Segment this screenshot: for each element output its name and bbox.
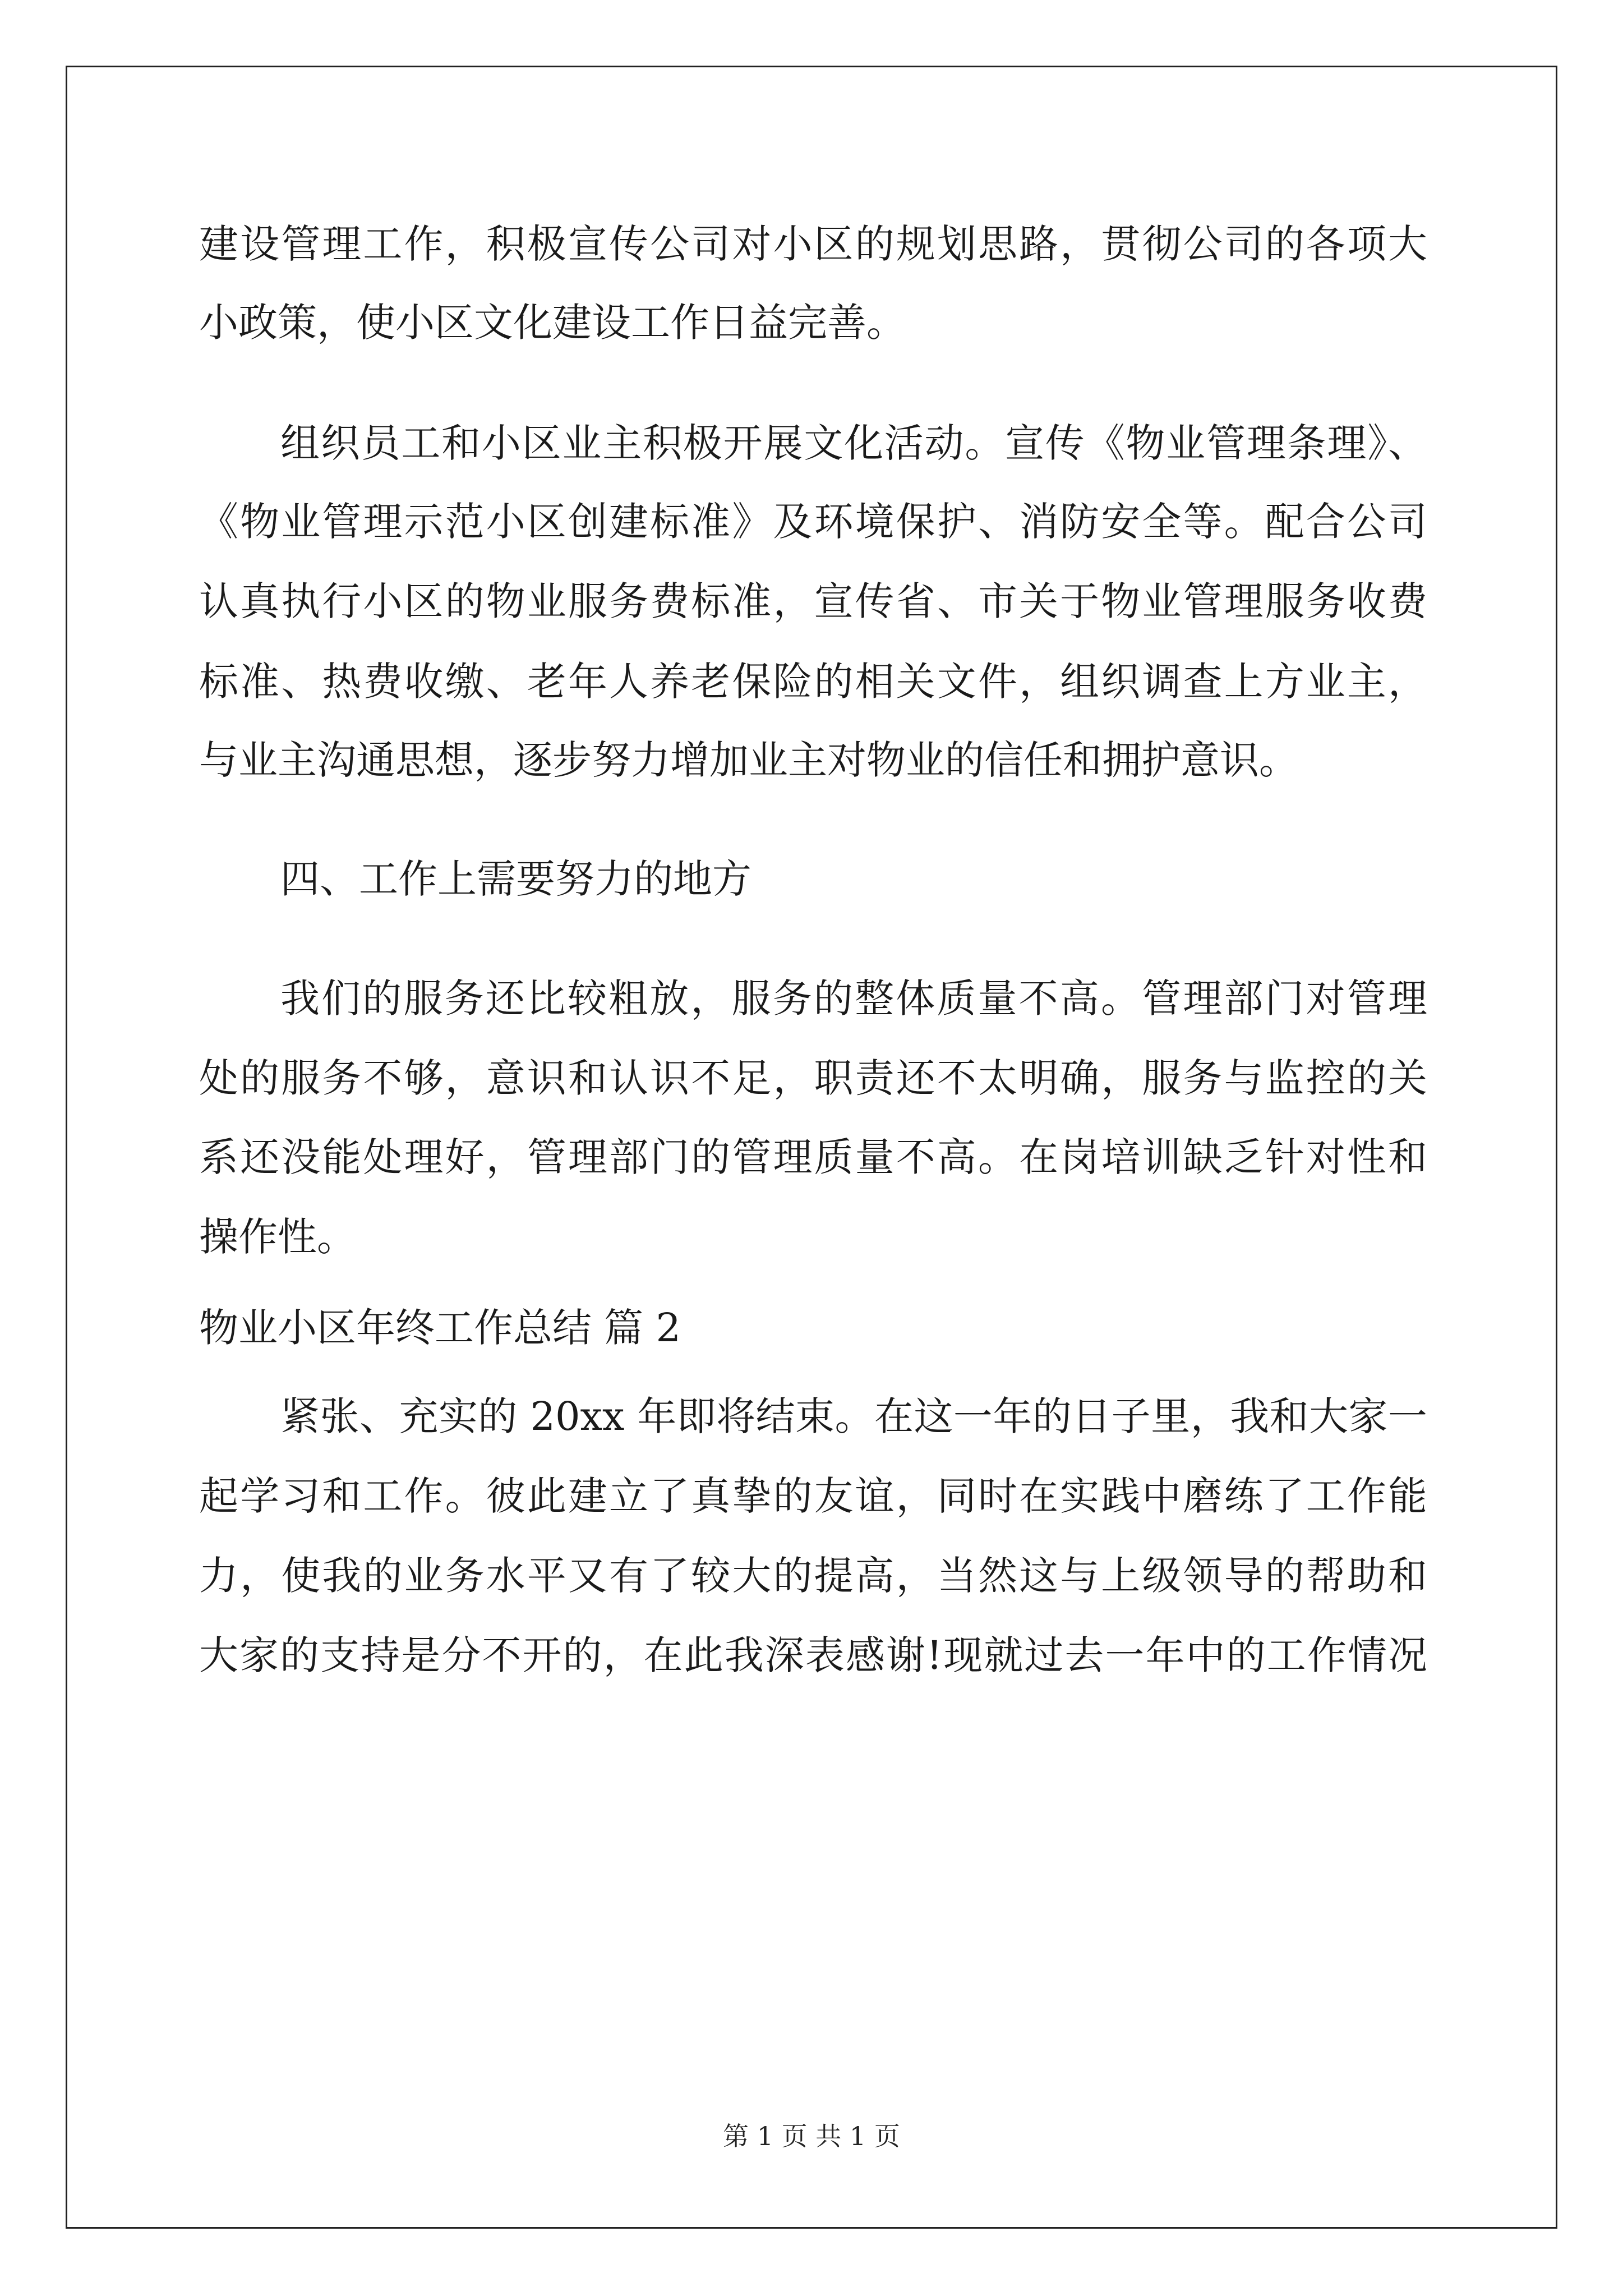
section-heading: 四、工作上需要努力的地方 <box>280 856 751 902</box>
body-line: 认真执行小区的物业服务费标准，宣传省、市关于物业管理服务收费 <box>199 578 1427 624</box>
body-line: 建设管理工作，积极宣传公司对小区的规划思路，贯彻公司的各项大 <box>199 221 1427 267</box>
body-line: 紧张、充实的 20xx 年即将结束。在这一年的日子里，我和大家一 <box>280 1393 1427 1439</box>
body-line: 组织员工和小区业主积极开展文化活动。宣传《物业管理条理》、 <box>280 420 1427 466</box>
body-line: 力，使我的业务水平又有了较大的提高，当然这与上级领导的帮助和 <box>199 1553 1427 1599</box>
body-line: 《物业管理示范小区创建标准》及环境保护、消防安全等。配合公司 <box>199 499 1427 545</box>
body-line: 起学习和工作。彼此建立了真挚的友谊，同时在实践中磨练了工作能 <box>199 1473 1427 1519</box>
body-line: 小政策，使小区文化建设工作日益完善。 <box>199 300 906 346</box>
article-title: 物业小区年终工作总结 篇 2 <box>199 1305 681 1351</box>
body-line: 操作性。 <box>199 1214 356 1260</box>
body-line: 大家的支持是分不开的，在此我深表感谢!现就过去一年中的工作情况 <box>199 1632 1427 1678</box>
body-line: 系还没能处理好，管理部门的管理质量不高。在岗培训缺乏针对性和 <box>199 1134 1427 1180</box>
body-line: 标准、热费收缴、老年人养老保险的相关文件，组织调查上方业主， <box>199 659 1427 705</box>
body-line: 与业主沟通思想，逐步努力增加业主对物业的信任和拥护意识。 <box>199 737 1298 783</box>
page-footer: 第 1 页 共 1 页 <box>723 2121 900 2151</box>
body-line: 我们的服务还比较粗放，服务的整体质量不高。管理部门对管理 <box>280 976 1427 1022</box>
body-line: 处的服务不够，意识和认识不足，职责还不太明确，服务与监控的关 <box>199 1055 1427 1101</box>
